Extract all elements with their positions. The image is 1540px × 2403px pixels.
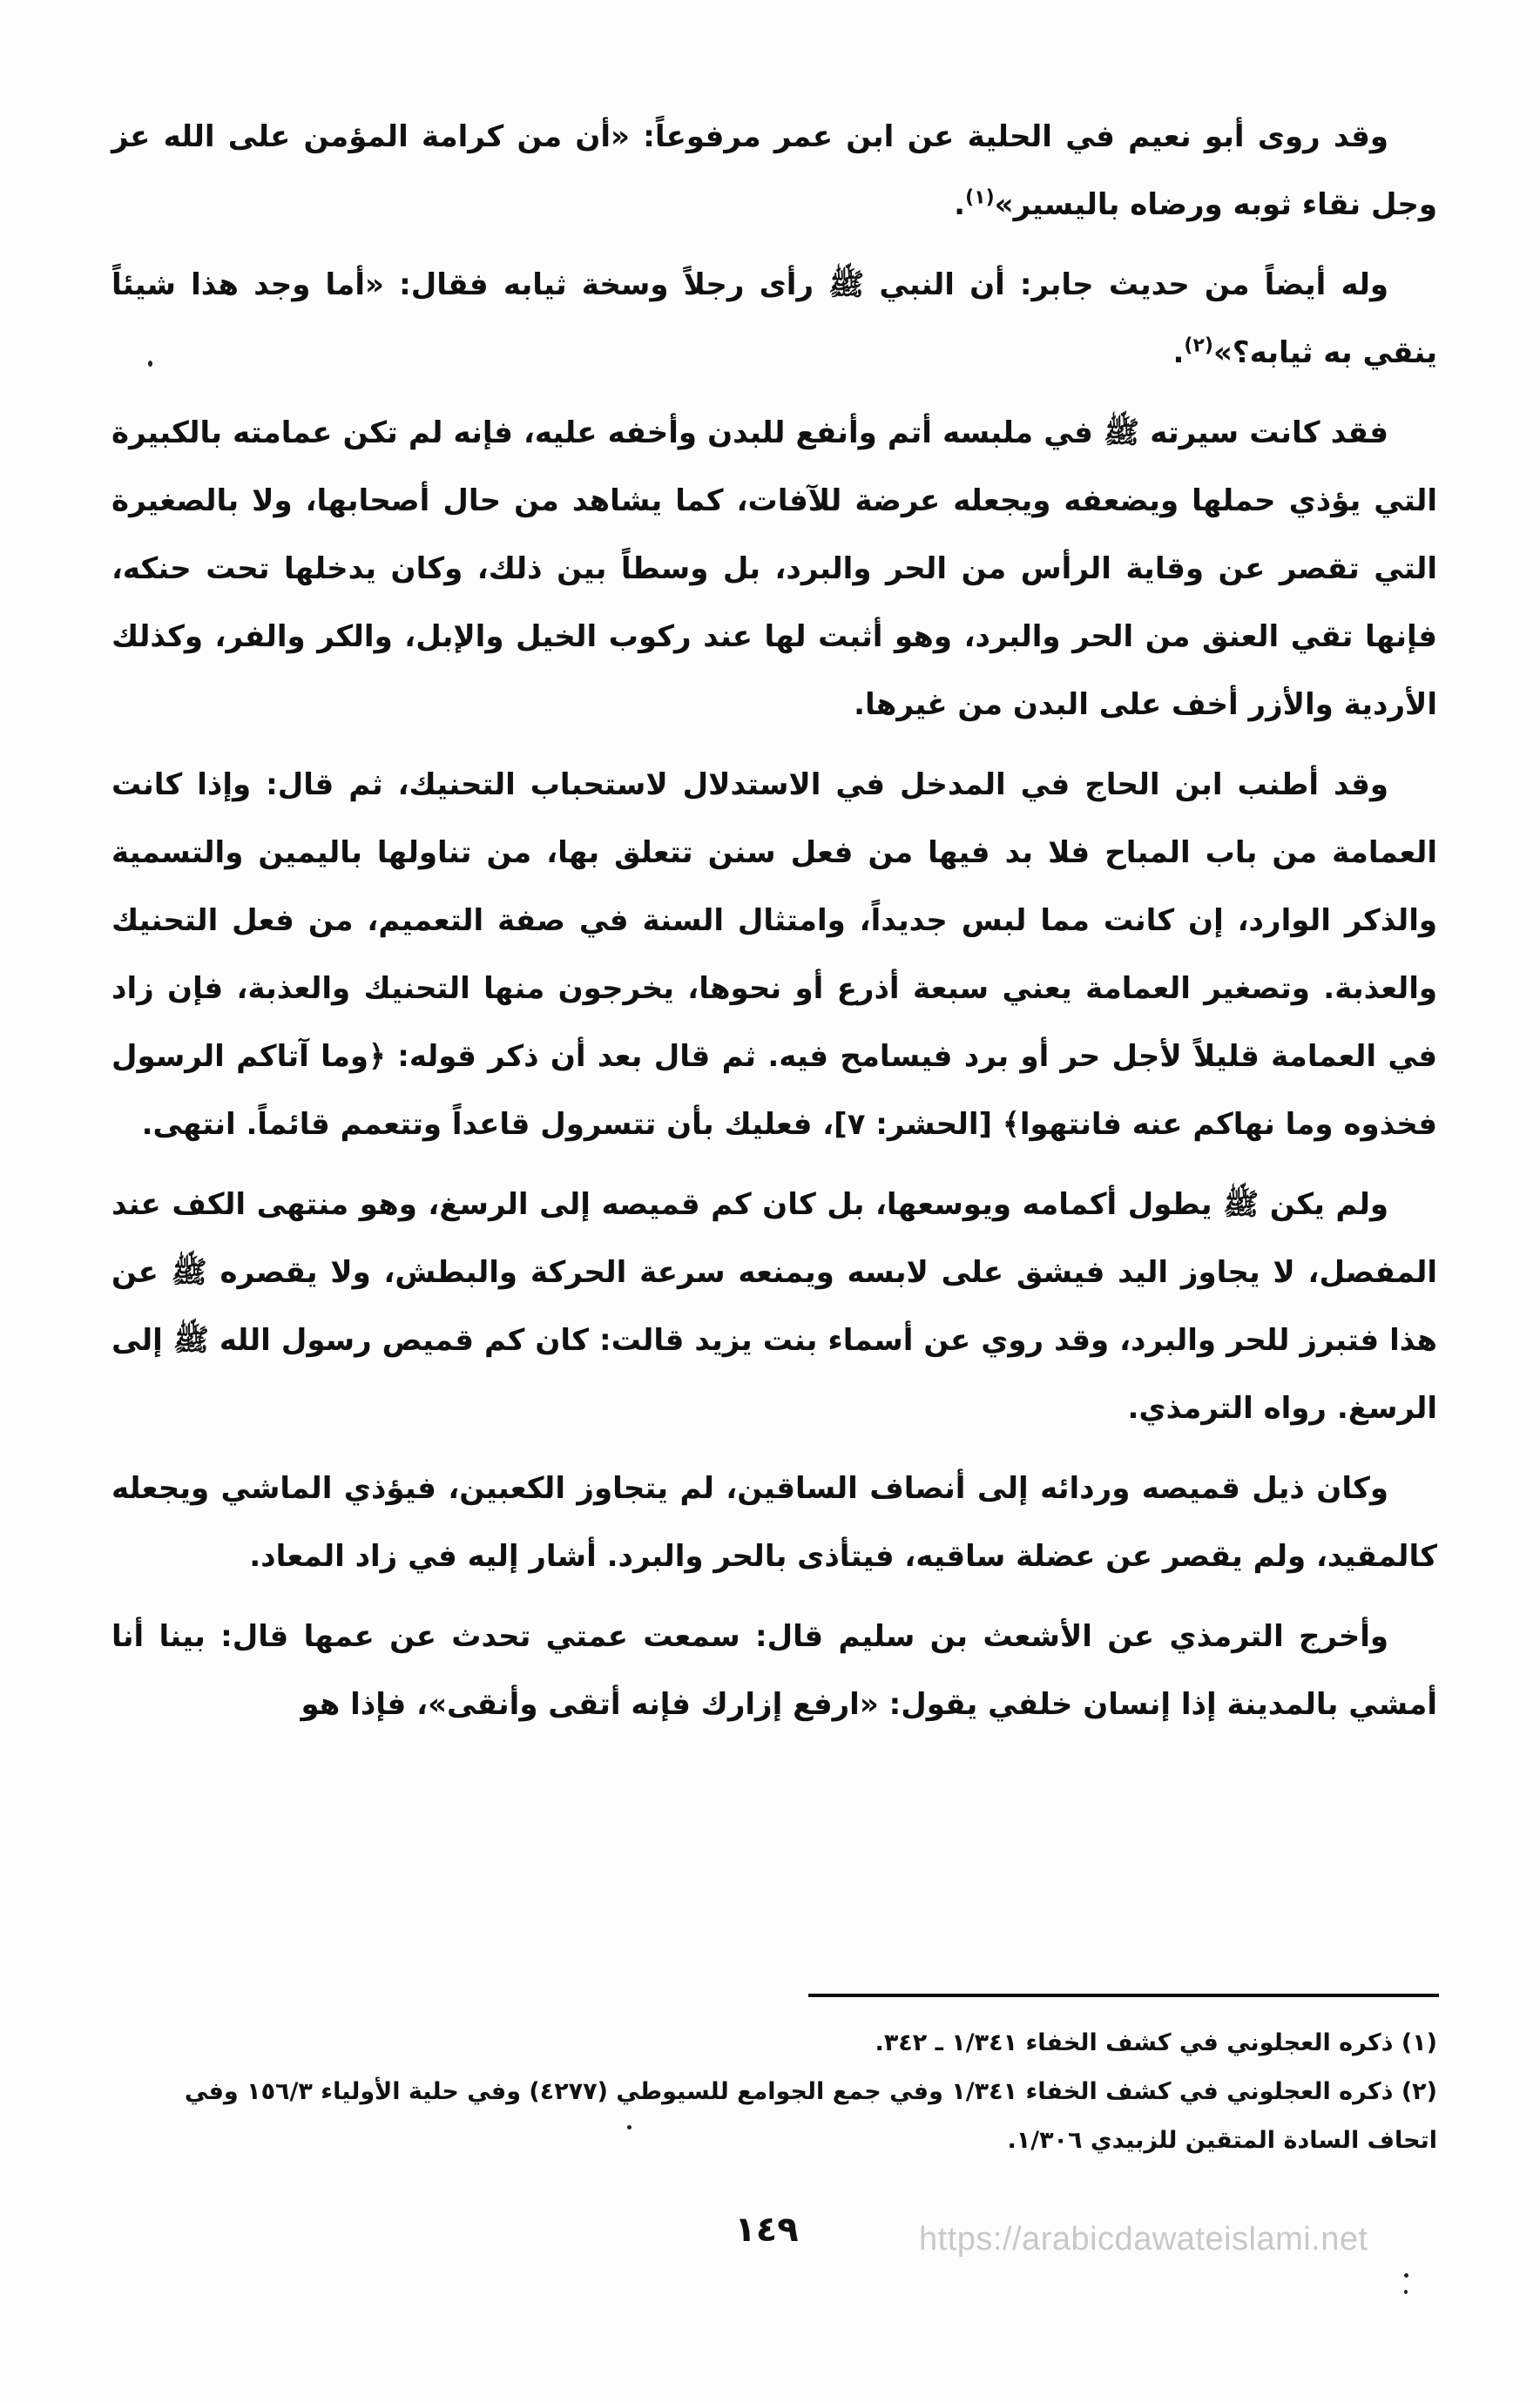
watermark-url: https://arabicdawateislami.net — [919, 2221, 1368, 2258]
footnote-reference[interactable]: (٢) — [1184, 334, 1213, 357]
scan-speck — [148, 361, 152, 367]
scan-speck — [1404, 2273, 1408, 2278]
paragraph-1 — [111, 103, 1437, 239]
paragraph-2 — [111, 251, 1437, 387]
paragraph-text: فقد كانت سيرته ﷺ في ملبسه أتم وأنفع للبدن وأخفه عليه، فإنه لم تكن عمامته بالكبيرة التي يؤذي حملها ويضعفه ويجعله عرضة للآفات، كما يشاهد من حال أصحابها، ولا بالصغيرة التي تقصر عن وقاية الرأس من الحر والبرد، بل وسطاً بين ذلك، وكان يدخلها تحت حنكه، فإنها تقي العنق من الحر والبرد، وهو أثبت لها عند ركوب الخيل والإبل، والكر والفر، وكذلك الأردية والأزر أخف على البدن من غيرها. — [111, 415, 1437, 722]
paragraph-tail: . — [1172, 335, 1185, 370]
paragraph-3 — [111, 399, 1437, 739]
scan-speck — [627, 2125, 632, 2130]
footnotes — [111, 2019, 1437, 2165]
paragraph-6 — [111, 1455, 1437, 1590]
footnote-divider — [808, 1994, 1439, 1997]
paragraph-4 — [111, 751, 1437, 1158]
paragraph-7 — [111, 1603, 1437, 1738]
paragraph-text: وكان ذيل قميصه وردائه إلى أنصاف الساقين، لم يتجاوز الكعبين، فيؤذي الماشي ويجعله كالمقيد، ولم يقصر عن عضلة ساقيه، فيتأذى بالحر والبرد. أشار إليه في زاد المعاد. — [111, 1471, 1437, 1574]
footnote-reference[interactable]: (١) — [965, 186, 995, 209]
page-number: ١٤٩ — [734, 2210, 799, 2250]
paragraph-tail: . — [954, 187, 966, 222]
paragraph-text: وله أيضاً من حديث جابر: أن النبي ﷺ رأى رجلاً وسخة ثيابه فقال: «أما وجد هذا شيئاً ينقي به ثيابه؟» — [111, 267, 1437, 370]
scan-speck — [1404, 2290, 1408, 2294]
footnote-1: (١) ذكره العجلوني في كشف الخفاء ١/٣٤١ ـ ٣٤٢. — [875, 2029, 1437, 2056]
paragraph-text: ولم يكن ﷺ يطول أكمامه ويوسعها، بل كان كم قميصه إلى الرسغ، وهو منتهى الكف عند المفصل، لا يجاوز اليد فيشق على لابسه ويمنعه سرعة الحركة والبطش، ولا يقصره ﷺ عن هذا فتبرز للحر والبرد، وقد روي عن أسماء بنت يزيد قالت: كان كم قميص رسول الله ﷺ إلى الرسغ. رواه الترمذي. — [111, 1187, 1437, 1426]
main-text — [111, 103, 1437, 1751]
paragraph-text: وقد أطنب ابن الحاج في المدخل في الاستدلال لاستحباب التحنيك، ثم قال: وإذا كانت العمامة من باب المباح فلا بد فيها من فعل سنن تتعلق بها، من تناولها باليمين والتسمية والذكر الوارد، إن كانت مما لبس جديداً، وامتثال السنة في صفة التعميم، من فعل التحنيك والعذبة. وتصغير العمامة يعني سبعة أذرع أو نحوها، يخرجون منها التحنيك والعذبة، فإن زاد في العمامة قليلاً لأجل حر أو برد فيسامح فيه. ثم قال بعد أن ذكر قوله: ﴿وما آتاكم الرسول فخذوه وما نهاكم عنه فانتهوا﴾ [الحشر: ٧]، فعليك بأن تتسرول قاعداً وتتعمم قائماً. انتهى. — [111, 767, 1437, 1142]
footnote-2: (٢) ذكره العجلوني في كشف الخفاء ١/٣٤١ وفي جمع الجوامع للسيوطي (٤٢٧٧) وفي حلية الأولياء ١٥٦/٣ وفي اتحاف السادة المتقين للزبيدي ١/٣٠٦. — [184, 2078, 1437, 2154]
paragraph-5 — [111, 1171, 1437, 1442]
paragraph-text: وقد روى أبو نعيم في الحلية عن ابن عمر مرفوعاً: «أن من كرامة المؤمن على الله عز وجل نقاء ثوبه ورضاه باليسير» — [111, 119, 1437, 222]
paragraph-text: وأخرج الترمذي عن الأشعث بن سليم قال: سمعت عمتي تحدث عن عمها قال: بينا أنا أمشي بالمدينة إذا إنسان خلفي يقول: «ارفع إزارك فإنه أتقى وأنقى»، فإذا هو — [111, 1619, 1437, 1722]
